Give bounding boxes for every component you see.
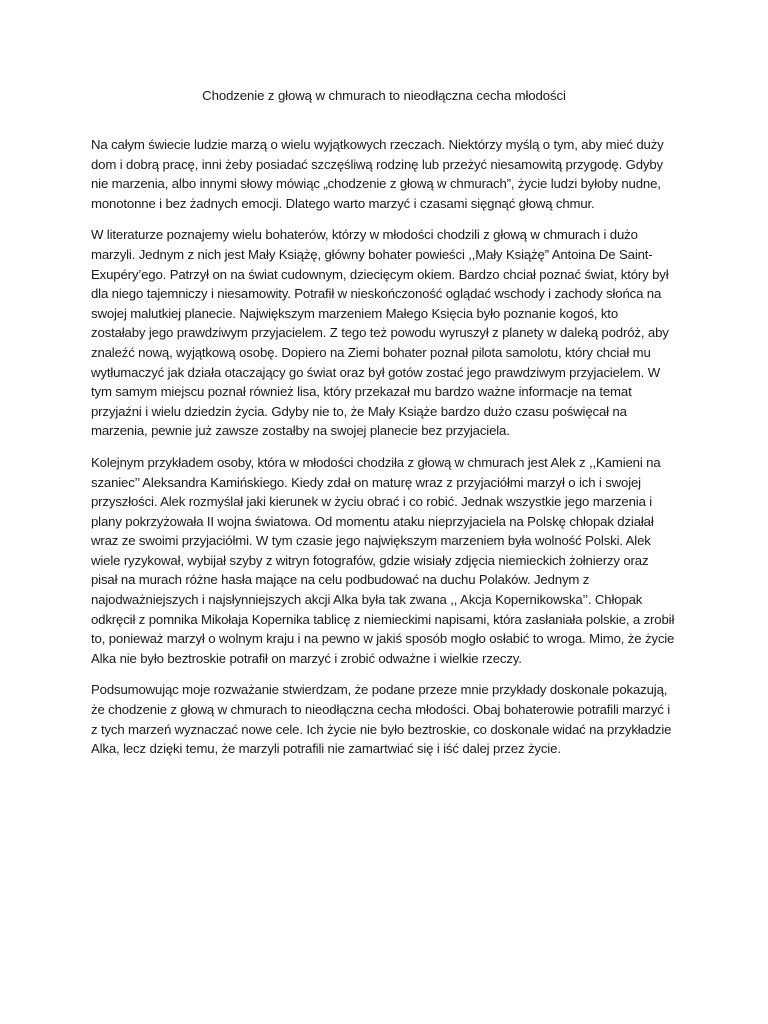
document-title: Chodzenie z głową w chmurach to nieodłączna cecha młodości — [202, 88, 566, 103]
paragraph-conclusion: Podsumowując moje rozważanie stwierdzam, że podane przeze mnie przykłady doskonale pokazują, że chodzenie z głową w chmurach to nieodłączna cecha młodości. Obaj bohaterowie potrafili marzyć i z tych marzeń wyznaczać nowe cele. Ich życie nie było beztroskie, co doskonale widać na przykładzie Alka, lecz dzięki temu, że marzyli potrafili nie zamartwiać się i iść dalej przez życie. — [91, 682, 672, 757]
paragraph-introduction: Na całym świecie ludzie marzą o wielu wyjątkowych rzeczach. Niektórzy myślą o tym, aby mieć duży dom i dobrą pracę, inni żeby posiadać szczęśliwą rodzinę lub przeżyć niesamowitą przygodę. Gdyby nie marzenia, albo innymi słowy mówiąc „chodzenie z głową w chmurach”, życie ludzi byłoby nudne, monotonne i bez żadnych emocji. Dlatego warto marzyć i czasami sięgnąć głową chmur. — [91, 137, 664, 211]
document-body — [91, 135, 675, 771]
paragraph-alek: Kolejnym przykładem osoby, która w młodości chodziła z głową w chmurach jest Alek z ,,Kamieni na szaniec’’ Aleksandra Kamińskiego. Kiedy zdał on maturę wraz z przyjaciółmi marzył o ich i swojej przyszłości. Alek rozmyślał jaki kierunek w życiu obrać i co robić. Jednak wszystkie jego marzenia i plany pokrzyżowała II wojna światowa. Od momentu ataku nieprzyjaciela na Polskę chłopak działał wraz ze swoimi przyjaciółmi. W tym czasie jego największym marzeniem była wolność Polski. Alek wiele ryzykował, wybijał szyby z witryn fotografów, gdzie wisiały zdjęcia niemieckich żołnierzy oraz pisał na murach różne hasła mające na celu podbudować na duchu Polaków. Jednym z najodważniejszych i najsłynniejszych akcji Alka była tak zwana ,, Akcja Kopernikowska’’. Chłopak odkręcił z pomnika Mikołaja Kopernika tablicę z niemieckimi napisami, która zasłaniała polskie, a zrobił to, ponieważ marzył o wolnym kraju i na pewno w jakiś sposób mogło osłabić to wroga. Mimo, że życie Alka nie było beztroskie potrafił on marzyć i zrobić odważne i wielkie rzeczy. — [91, 454, 675, 666]
paragraph-maly-ksiaze: W literaturze poznajemy wielu bohaterów, którzy w młodości chodzili z głową w chmurach i dużo marzyli. Jednym z nich jest Mały Książę, główny bohater powieści ,,Mały Książę” Antoina De Saint-Exupéry’ego. Patrzył on na świat cudownym, dziecięcym okiem. Bardzo chciał poznać świat, który był dla niego tajemniczy i niesamowity. Potrafił w nieskończoność oglądać wschody i zachody słońca na swojej malutkiej planecie. Największym marzeniem Małego Księcia było poznanie kogoś, kto zostałaby jego prawdziwym przyjacielem. Z tego też powodu wyruszył z planety w daleką podróż, aby znaleźć nową, wyjątkową osobę. Dopiero na Ziemi bohater poznał pilota samolotu, który chciał mu wytłumaczyć jak działa otaczający go świat oraz był gotów zostać jego prawdziwym przyjacielem. W tym samym miejscu poznał również lisa, który przekazał mu bardzo ważne informacje na temat przyjaźni i wielu dziedzin życia. Gdyby nie to, że Mały Książe bardzo dużo czasu poświęcał na marzenia, pewnie już zawsze zostałby na swojej planecie bez przyjaciela. — [91, 227, 669, 439]
